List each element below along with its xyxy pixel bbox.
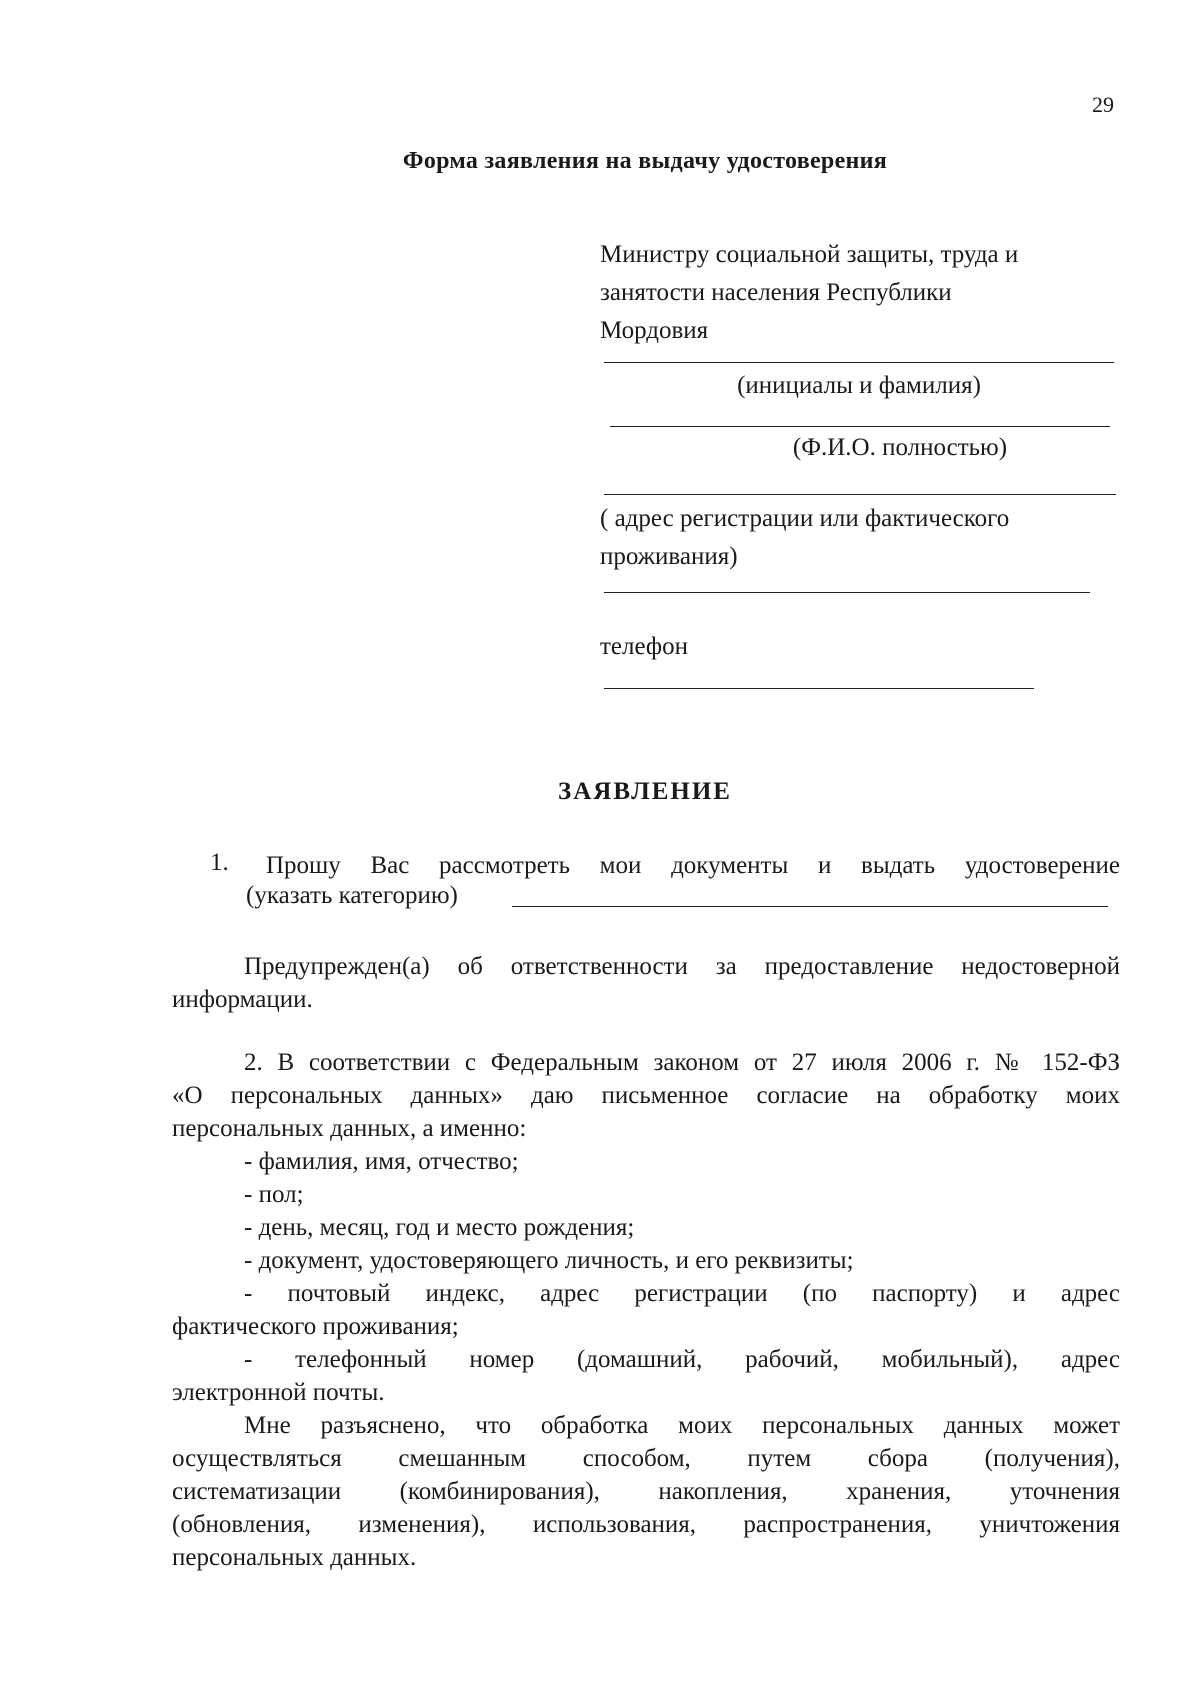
explained-line-3: систематизации (комбинирования), накопления, хранения, уточнения <box>172 1478 1120 1505</box>
postal-line-1: - почтовый индекс, адрес регистрации (по паспорту) и адрес <box>244 1280 1120 1307</box>
list-item: - фамилия, имя, отчество; <box>244 1148 519 1175</box>
explained-line-2: осуществляться смешанным способом, путем сбора (получения), <box>172 1445 1120 1472</box>
statement-title: ЗАЯВЛЕНИЕ <box>558 778 732 805</box>
consent-list <box>244 1145 1120 1277</box>
phone-field-line[interactable] <box>604 688 1034 689</box>
fio-field-line[interactable] <box>610 426 1110 427</box>
addressee-line-1: Министру социальной защиты, труда и <box>600 241 1019 268</box>
warning-line-2: информации. <box>172 986 313 1013</box>
address-field-line-2[interactable] <box>604 592 1090 593</box>
addressee-block <box>600 236 1100 350</box>
item-1-number: 1. <box>210 849 229 876</box>
item-1-line-2: (указать категорию) <box>246 882 458 909</box>
warning-line-1: Предупрежден(а) об ответственности за предоставление недостоверной <box>244 953 1120 980</box>
explained-line-4: (обновления, изменения), использования, распространения, уничтожения <box>172 1511 1120 1538</box>
explained-line-1: Мне разъяснено, что обработка моих персональных данных может <box>244 1412 1120 1439</box>
list-item: - документ, удостоверяющего личность, и его реквизиты; <box>244 1247 854 1274</box>
postal-line-2: фактического проживания; <box>172 1313 459 1340</box>
phone-label: телефон <box>600 633 688 660</box>
initials-field-line[interactable] <box>604 362 1114 363</box>
item-2-line-2: «О персональных данных» даю письменное согласие на обработку моих <box>172 1082 1120 1109</box>
address-field-line[interactable] <box>604 494 1116 495</box>
fio-caption: (Ф.И.О. полностью) <box>792 434 1008 461</box>
address-caption <box>600 500 1100 576</box>
form-title: Форма заявления на выдачу удостоверения <box>402 148 888 174</box>
item-2-line-3: персональных данных, а именно: <box>172 1115 527 1142</box>
item-2-line-1: 2. В соответствии с Федеральным законом от 27 июля 2006 г. № 152-ФЗ <box>244 1049 1120 1076</box>
addressee-line-3: Мордовия <box>600 317 709 344</box>
explained-line-5: персональных данных. <box>172 1544 417 1571</box>
category-field-line[interactable] <box>512 906 1108 907</box>
phone-line-1: - телефонный номер (домашний, рабочий, мобильный), адрес <box>244 1346 1120 1373</box>
item-1-line-1: Прошу Вас рассмотреть мои документы и выдать удостоверение <box>266 852 1120 879</box>
address-caption-line-2: проживания) <box>600 543 738 570</box>
address-caption-line-1: ( адрес регистрации или фактического <box>600 505 1010 532</box>
list-item: - день, месяц, год и место рождения; <box>244 1214 635 1241</box>
page-number: 29 <box>1092 92 1114 117</box>
list-item: - пол; <box>244 1181 304 1208</box>
initials-caption: (инициалы и фамилия) <box>737 372 981 399</box>
phone-line-2: электронной почты. <box>172 1379 385 1406</box>
addressee-line-2: занятости населения Республики <box>600 279 952 306</box>
